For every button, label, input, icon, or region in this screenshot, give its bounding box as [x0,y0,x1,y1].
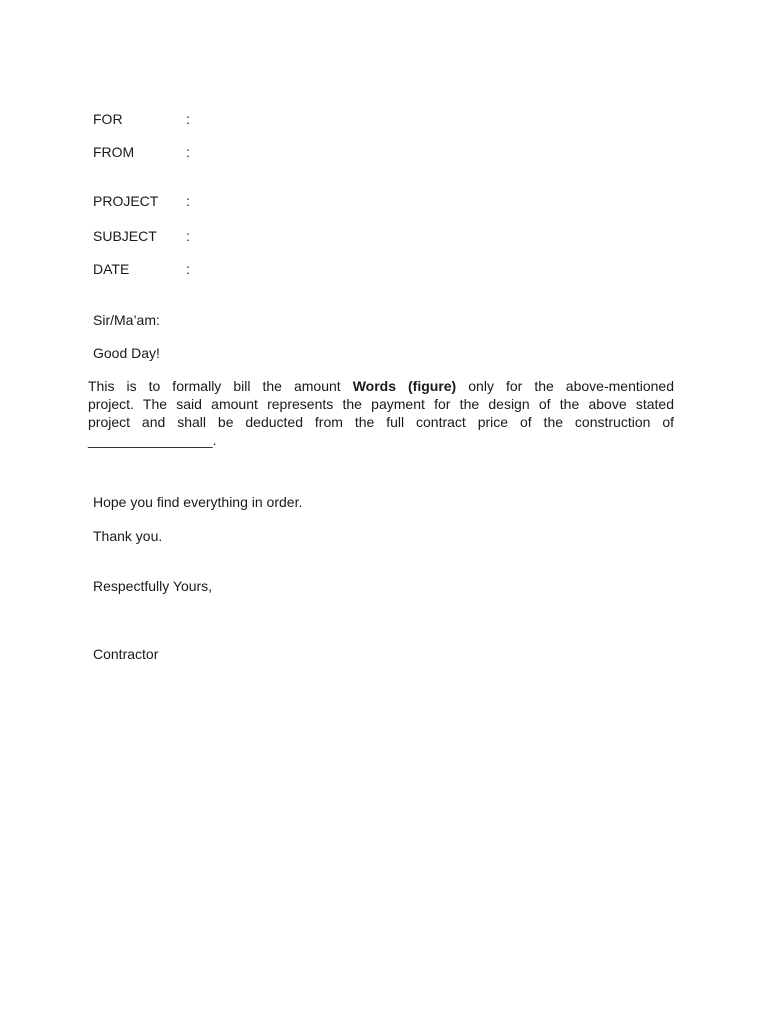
header-row-for [93,110,393,128]
header-label-from: FROM [93,144,135,160]
body-line-4-blank: ________________. [88,432,217,448]
header-colon-project: : [186,193,190,209]
body-line-3: project and shall be deducted from the full contract price of the construction of [88,414,674,430]
body-line-1 [88,377,674,395]
body-line-2: project. The said amount represents the payment for the design of the above stated [88,396,674,412]
closing-signoff: Respectfully Yours, [93,578,213,594]
header-row-from [93,143,393,161]
header-colon-subject: : [186,228,190,244]
header-colon-for: : [186,111,190,127]
header-label-date: DATE [93,261,130,277]
signer-title: Contractor [93,646,159,662]
header-label-subject: SUBJECT [93,228,157,244]
header-label-project: PROJECT [93,193,159,209]
header-colon-date: : [186,261,190,277]
header-row-subject [93,227,393,245]
header-label-for: FOR [93,111,123,127]
body-line-1-post: only for the above-mentioned [456,378,674,394]
header-row-date [93,260,393,278]
header-colon-from: : [186,144,190,160]
header-row-project [93,192,393,210]
closing-thanks: Thank you. [93,528,163,544]
bill-amount: Words (figure) [352,378,457,394]
greeting: Good Day! [93,345,160,361]
salutation: Sir/Ma’am: [93,312,160,328]
closing-hope: Hope you find everything in order. [93,494,303,510]
body-line-1-pre: This is to formally bill the amount [88,378,353,394]
body-paragraph [88,377,674,449]
